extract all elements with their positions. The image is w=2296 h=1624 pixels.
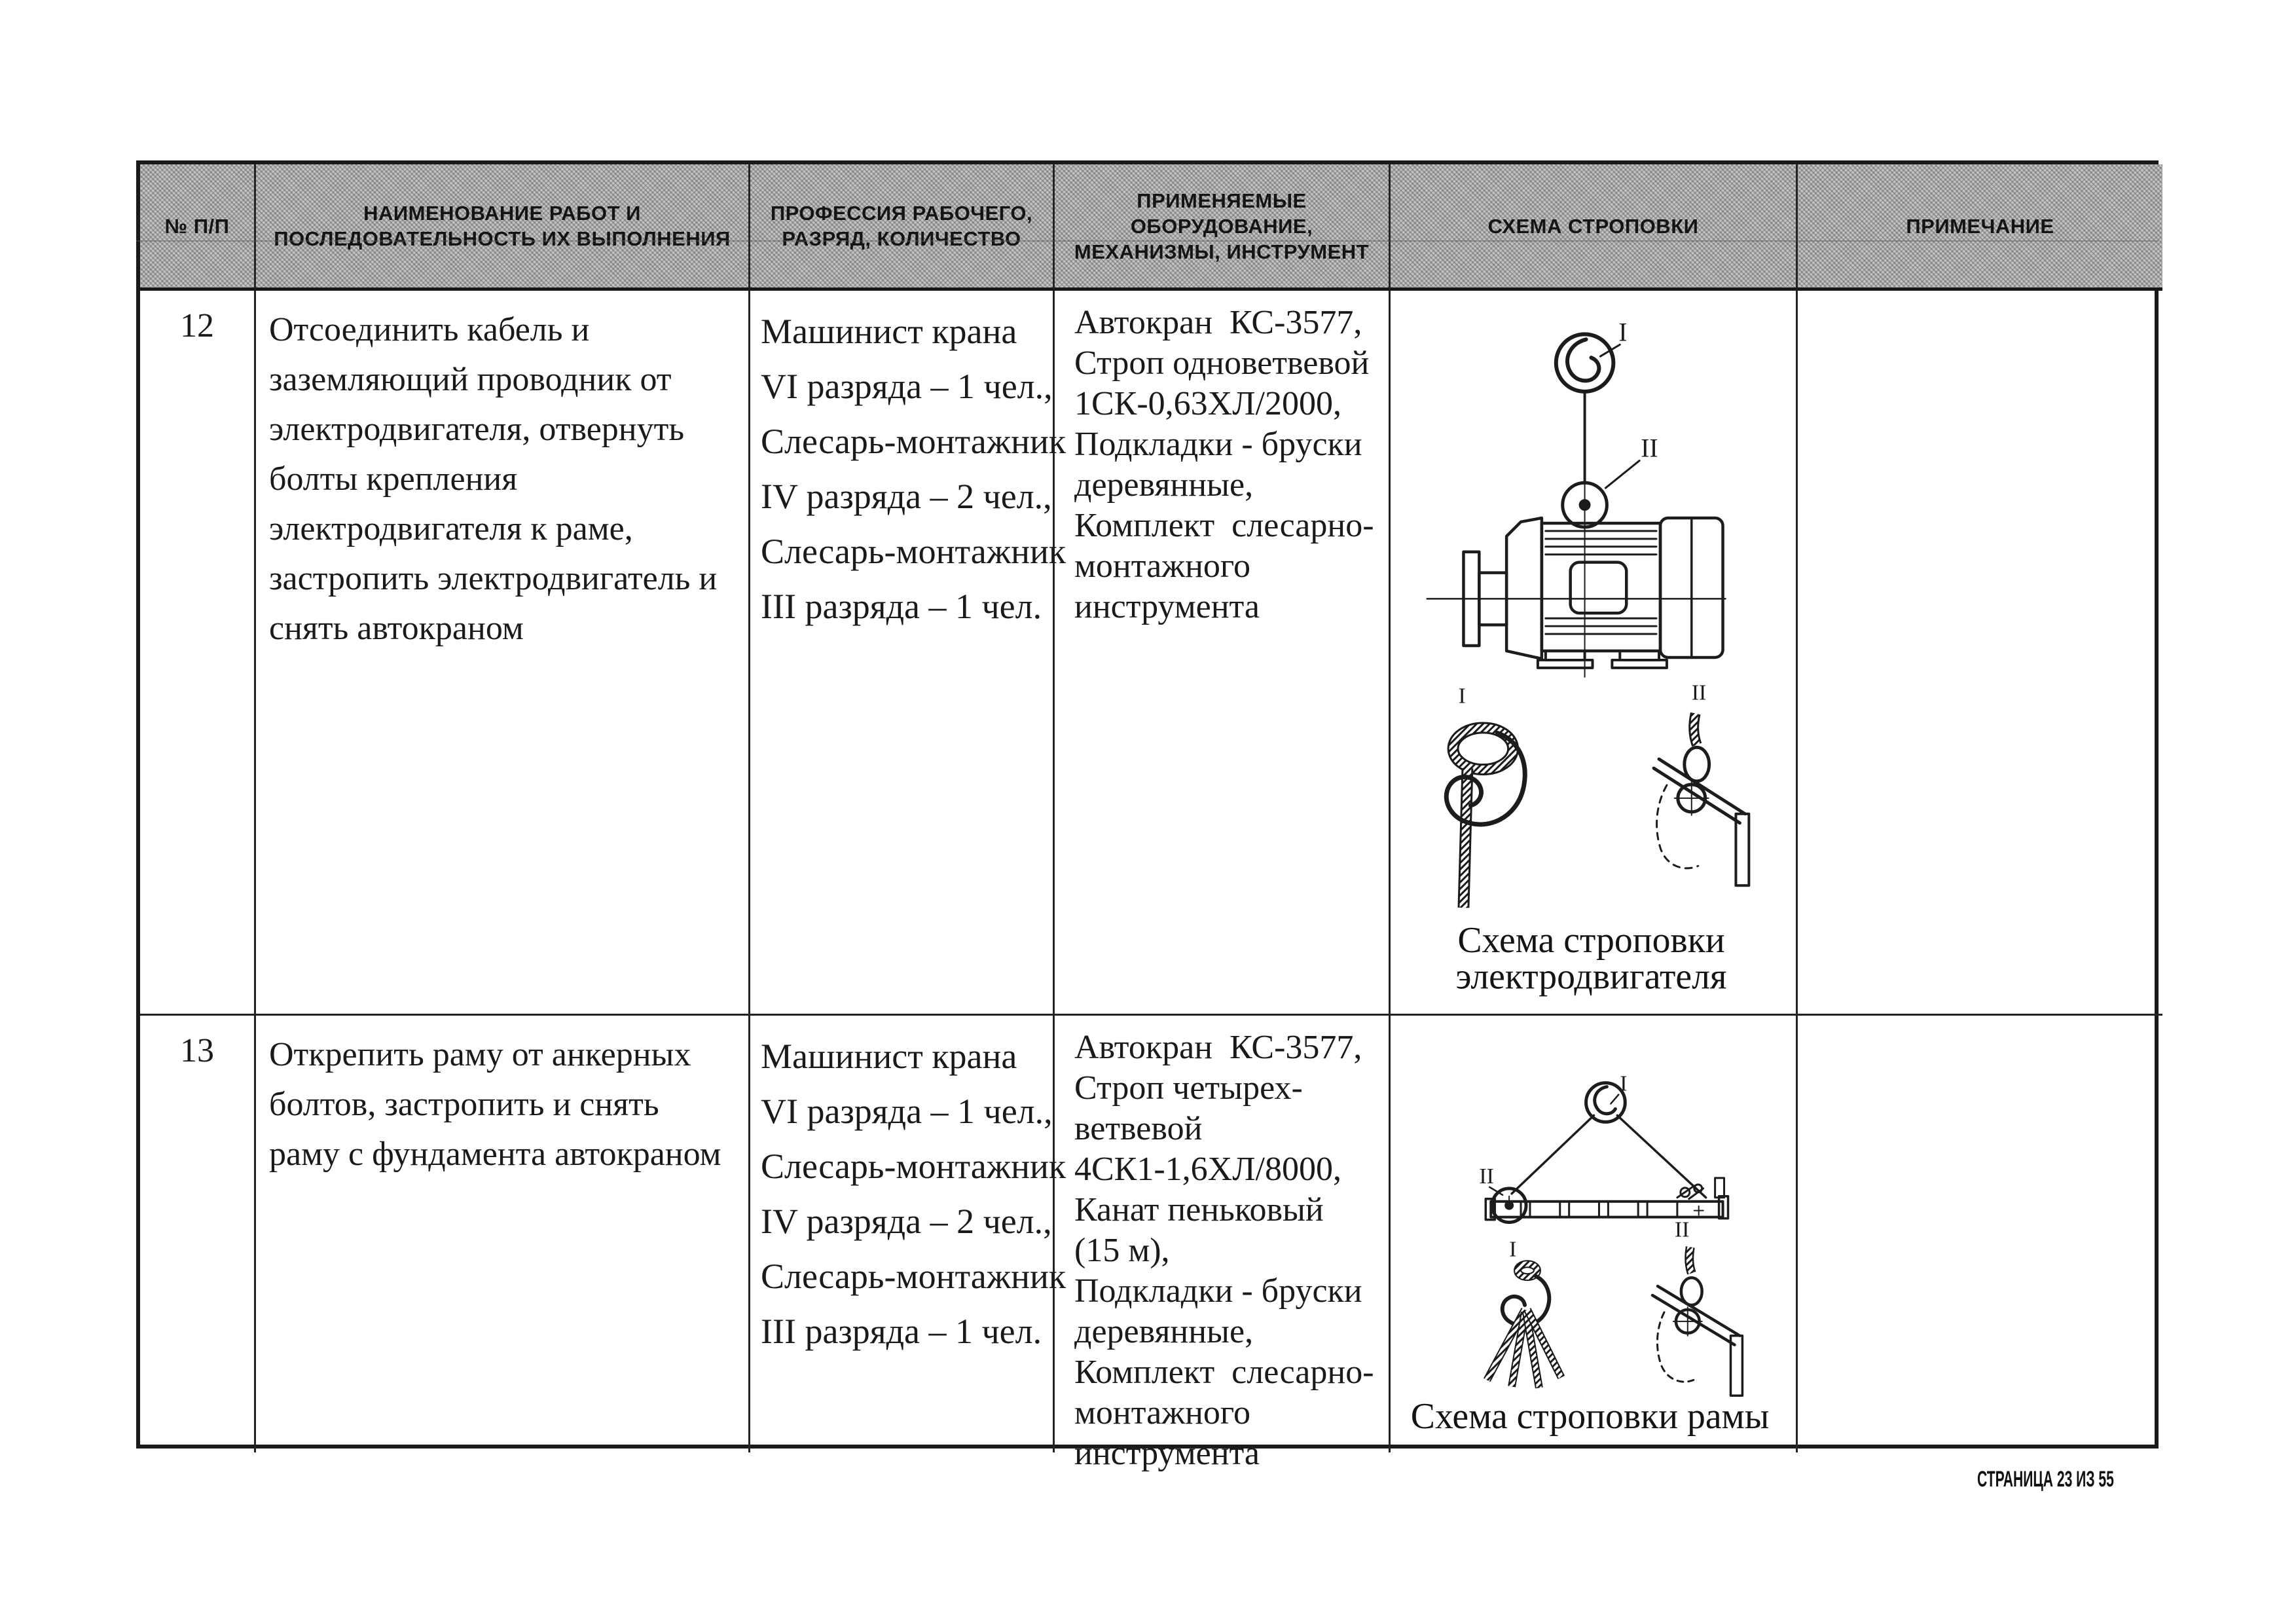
scan-fold-line xyxy=(136,240,2159,242)
detail-hook-legs-drawing xyxy=(1487,1237,1561,1388)
label-hook-I: I xyxy=(1620,1071,1628,1096)
row12-profession: Машинист крана VI разряда – 1 чел., Слесарь-монтажник IV разряда – 2 чел., Слесарь-монтажник III разряда – 1 чел. xyxy=(750,291,1055,1016)
frame-sling-diagram xyxy=(1391,1016,1796,1452)
header-num xyxy=(140,164,256,291)
header-profession-label: ПРОФЕССИЯ РАБОЧЕГО, РАЗРЯД, КОЛИЧЕСТВО xyxy=(770,202,1033,250)
crane-hook-node xyxy=(1556,318,1628,392)
scheme-caption-line2: электродвигателя xyxy=(1455,956,1727,997)
row13-work-description: Открепить раму от анкерных болтов, застропить и снять раму с фундамента автокраном xyxy=(256,1016,750,1452)
label-eye-II: II xyxy=(1641,434,1658,463)
sling-leg-left xyxy=(1512,1115,1594,1193)
scheme-caption: Схема строповки рамы xyxy=(1410,1396,1770,1437)
label-hook-I: I xyxy=(1618,318,1628,347)
header-scheme-label: СХЕМА СТРОПОВКИ xyxy=(1487,214,1699,238)
header-scheme xyxy=(1391,164,1798,291)
row13-profession: Машинист крана VI разряда – 1 чел., Слесарь-монтажник IV разряда – 2 чел., Слесарь-монтажник III разряда – 1 чел. xyxy=(750,1016,1055,1452)
lifting-eye-node xyxy=(1563,434,1658,526)
detail-shackle-drawing xyxy=(1652,1217,1742,1395)
label-detail-I: I xyxy=(1458,684,1466,709)
electric-motor-drawing xyxy=(1427,483,1726,677)
page-number-footer: СТРАНИЦА 23 ИЗ 55 xyxy=(1977,1467,2114,1492)
header-num-label: № П/П xyxy=(164,214,230,238)
row13-note xyxy=(1798,1016,2162,1452)
detail-hook-drawing xyxy=(1446,684,1525,908)
row12-note xyxy=(1798,291,2162,1016)
sling-leg-right xyxy=(1617,1115,1705,1197)
label-detail-II: II xyxy=(1674,1217,1690,1242)
row12-number: 12 xyxy=(140,291,256,1016)
motor-sling-diagram xyxy=(1391,291,1796,1014)
detail-eyebolt-drawing xyxy=(1654,681,1749,886)
header-equipment-label: ПРИМЕНЯЕМЫЕ ОБОРУДОВАНИЕ, МЕХАНИЗМЫ, ИНСТРУМЕНТ xyxy=(1074,189,1370,263)
row13-sling-scheme-cell xyxy=(1391,1016,1798,1452)
scheme-caption-line1: Схема строповки xyxy=(1457,919,1725,961)
label-detail-I: I xyxy=(1509,1237,1517,1262)
row13-number: 13 xyxy=(140,1016,256,1452)
crane-hook-node xyxy=(1586,1072,1628,1122)
row12-equipment: Автокран КС-3577, Строп одноветвевой 1СК-0,63ХЛ/2000, Подкладки - бруски деревянные, Комплект слесарно- монтажного инструмента xyxy=(1055,291,1391,1016)
header-equipment xyxy=(1055,164,1391,291)
label-detail-II: II xyxy=(1691,680,1707,705)
header-work xyxy=(256,164,750,291)
work-operations-table xyxy=(136,160,2159,1472)
row12-sling-scheme-cell xyxy=(1391,291,1798,1016)
header-note xyxy=(1798,164,2162,291)
header-profession xyxy=(750,164,1055,291)
row13-equipment: Автокран КС-3577, Строп четырех- ветвевой 4СК1-1,6ХЛ/8000, Канат пеньковый (15 м), Подкладки - бруски деревянные, Комплект слесарно- монтажного инструмента xyxy=(1055,1016,1391,1452)
header-note-label: ПРИМЕЧАНИЕ xyxy=(1906,214,2054,238)
header-work-label: НАИМЕНОВАНИЕ РАБОТ И ПОСЛЕДОВАТЕЛЬНОСТЬ ИХ ВЫПОЛНЕНИЯ xyxy=(274,202,731,250)
row12-work-description: Отсоединить кабель и заземляющий проводник от электродвигателя, отвернуть болты крепления электродвигателя к раме, застропить электродвигатель и снять автокраном xyxy=(256,291,750,1016)
label-attach-II: II xyxy=(1479,1164,1494,1189)
